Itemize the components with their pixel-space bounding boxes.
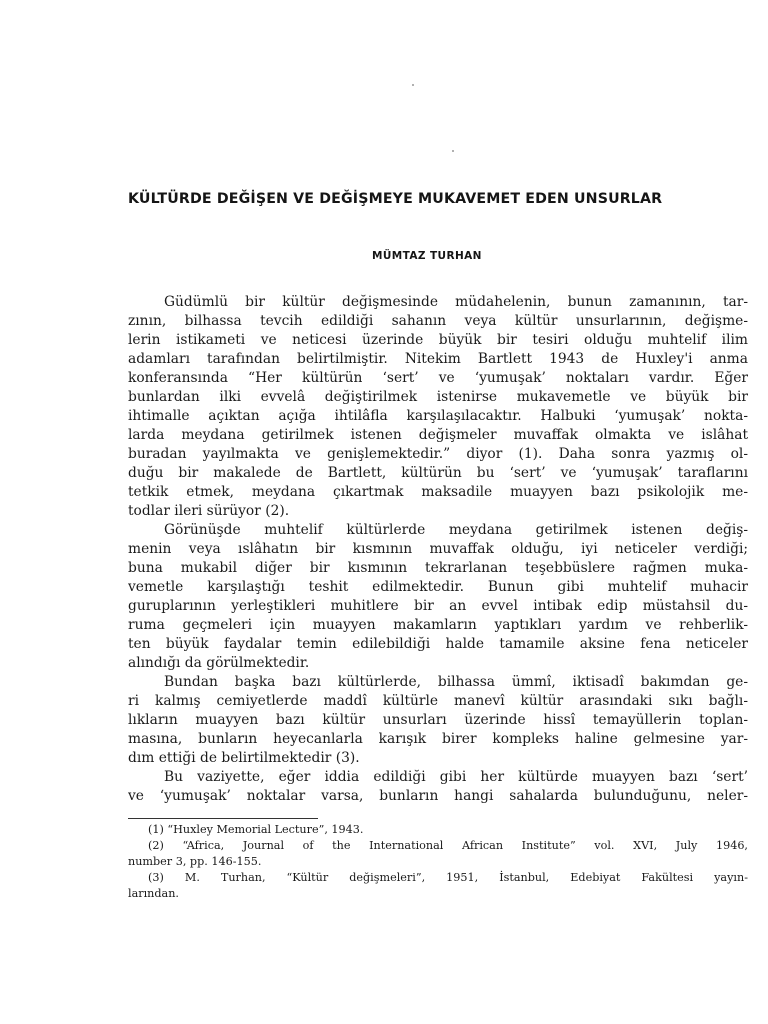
- body-line: todlar ileri sürüyor (2).: [128, 503, 290, 519]
- footnote-line: larından.: [128, 887, 179, 900]
- body-line: Güdümlü bir kültür değişmesinde müdahelenin, bunun zamanının, tar-: [164, 294, 748, 310]
- body-line: zının, bilhassa tevcih edildiği sahanın veya kültür unsurlarının, değişme-: [128, 313, 748, 329]
- body-line: buna mukabil diğer bir kısmının tekrarlanan teşebbüslere rağmen muka-: [128, 560, 748, 576]
- footnotes: [128, 822, 748, 902]
- body-line: larda meydana getirilmek istenen değişmeler muvaffak olmakta ve islâhat: [128, 427, 748, 443]
- scan-speck: [452, 150, 454, 152]
- body-line: Bundan başka bazı kültürlerde, bilhassa ümmî, iktisadî bakımdan ge-: [164, 674, 748, 690]
- scan-speck: [412, 84, 414, 86]
- body-line: Görünüşde muhtelif kültürlerde meydana getirilmek istenen değiş-: [164, 522, 748, 538]
- article-author: MÜMTAZ TURHAN: [372, 250, 482, 262]
- body-line: masına, bunların heyecanlarla karışık birer kompleks haline gelmesine yar-: [128, 731, 748, 747]
- body-line: ruma geçmeleri için muayyen makamların yaptıkları yardım ve rehberlik-: [128, 617, 748, 633]
- body-line: bunlardan ilki evvelâ değiştirilmek istenirse mukavemetle ve büyük bir: [128, 389, 748, 405]
- body-line: buradan yayılmakta ve genişlemektedir.” diyor (1). Daha sonra yazmış ol-: [128, 446, 748, 462]
- body-line: vemetle karşılaştığı teshit edilmektedir. Bunun gibi muhtelif muhacir: [128, 579, 748, 595]
- body-line: ten büyük faydalar temin edilebildiği halde tamamile aksine fena neticeler: [128, 636, 748, 652]
- body-line: Bu vaziyette, eğer iddia edildiği gibi her kültürde muayyen bazı ‘sert’: [164, 769, 748, 785]
- footnote-separator: [128, 818, 318, 819]
- footnote-line: (3) M. Turhan, “Kültür değişmeleri”, 1951, İstanbul, Edebiyat Fakültesi yayın-: [148, 871, 748, 884]
- body-line: lıkların muayyen bazı kültür unsurları üzerinde hissî temayüllerin toplan-: [128, 712, 748, 728]
- body-line: ve ‘yumuşak’ noktalar varsa, bunların hangi sahalarda bulunduğunu, neler-: [128, 788, 748, 804]
- article-body: [128, 293, 748, 806]
- body-line: menin veya ıslâhatın bir kısmının muvaffak olduğu, iyi neticeler verdiği;: [128, 541, 748, 557]
- body-line: dım ettiği de belirtilmektedir (3).: [128, 750, 360, 766]
- footnote-line: (2) “Africa, Journal of the International African Institute” vol. XVI, July 1946,: [148, 839, 748, 852]
- body-line: tetkik etmek, meydana çıkartmak maksadile muayyen bazı psikolojik me-: [128, 484, 748, 500]
- footnote-line: (1) “Huxley Memorial Lecture”, 1943.: [148, 823, 364, 836]
- body-line: duğu bir makalede de Bartlett, kültürün bu ‘sert’ ve ‘yumuşak’ taraflarını: [128, 465, 748, 481]
- body-line: ri kalmış cemiyetlerde maddî kültürle manevî kültür arasındaki sıkı bağlı-: [128, 693, 748, 709]
- body-line: guruplarının yerleştikleri muhitlere bir an evvel intibak edip müstahsil du-: [128, 598, 748, 614]
- body-line: konferansında “Her kültürün ‘sert’ ve ‘yumuşak’ noktaları vardır. Eğer: [128, 370, 748, 386]
- body-line: lerin istikameti ve neticesi üzerinde büyük bir tesiri olduğu muhtelif ilim: [128, 332, 748, 348]
- body-line: adamları tarafından belirtilmiştir. Nitekim Bartlett 1943 de Huxley'i anma: [128, 351, 748, 367]
- footnote-line: number 3, pp. 146-155.: [128, 855, 262, 868]
- body-line: ihtimalle açıktan açığa ihtilâfla karşılaşılacaktır. Halbuki ‘yumuşak’ nokta-: [128, 408, 748, 424]
- body-line: alındığı da görülmektedir.: [128, 655, 310, 671]
- article-title: KÜLTÜRDE DEĞİŞEN VE DEĞİŞMEYE MUKAVEMET EDEN UNSURLAR: [128, 191, 663, 207]
